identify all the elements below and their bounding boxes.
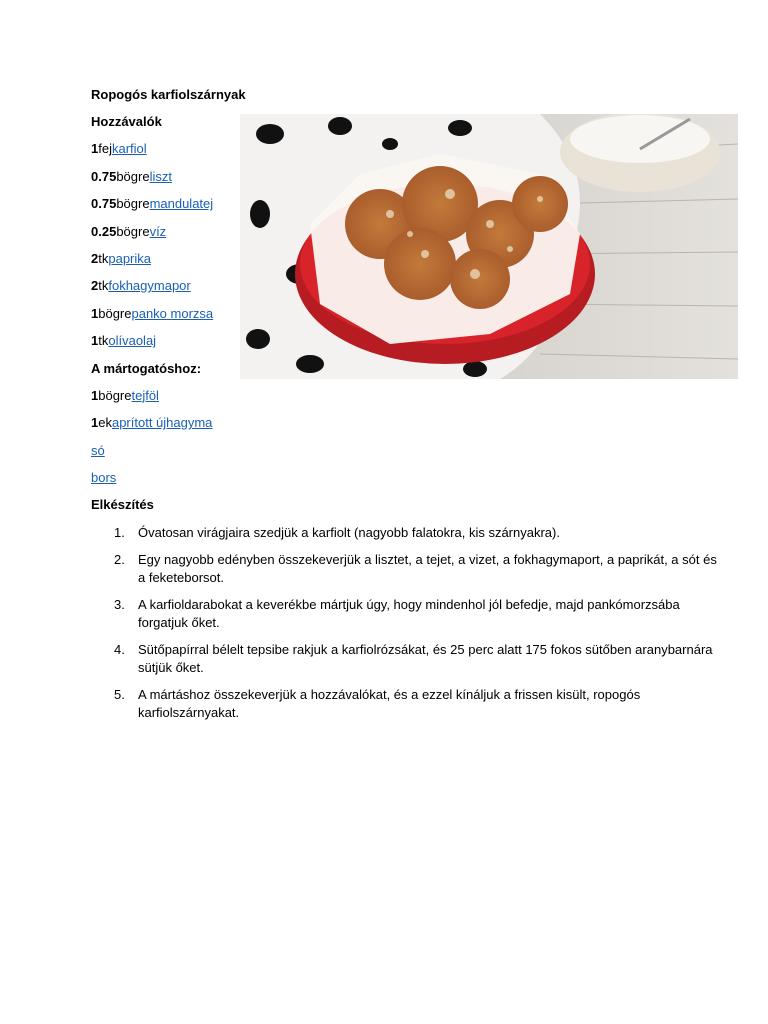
ingredient-item [91,306,237,333]
ingredient-item [91,196,237,223]
ingredient-unit: bögre [116,168,150,184]
step-number: 2. [114,552,125,567]
ingredients-heading: Hozzávalók [91,114,162,129]
sauce-heading: A mártogatóshoz: [91,360,202,376]
ingredient-link[interactable]: bors [91,470,117,486]
ingredient-link[interactable]: olívaolaj [108,333,157,349]
ingredient-link[interactable]: víz [149,223,167,239]
ingredient-link[interactable]: aprított újhagyma [111,415,213,431]
ingredient-unit: tk [98,250,109,266]
ingredient-quantity: 1 [91,305,99,321]
sauce-ingredient-item [91,415,237,442]
ingredient-link[interactable]: panko morzsa [131,305,214,321]
step-text: Óvatosan virágjaira szedjük a karfiolt (nagyobb falatokra, kis szárnyakra). [138,525,560,540]
ingredient-item [91,333,237,360]
step-number: 3. [114,597,125,612]
ingredient-item [91,169,237,196]
steps-heading: Elkészítés [91,497,154,512]
step-item [114,551,720,587]
ingredient-unit: bögre [116,223,150,239]
ingredient-unit: bögre [98,387,132,403]
ingredient-quantity: 0.25 [91,223,117,239]
step-text: A mártáshoz összekeverjük a hozzávalókat, és a ezzel kínáljuk a frissen kisült, ropogós karfiolszárnyakat. [138,687,641,720]
ingredient-unit: bögre [116,196,150,212]
recipe-title: Ropogós karfiolszárnyak [91,87,246,102]
ingredients-list [91,114,237,497]
ingredient-quantity: 1 [91,387,99,403]
sauce-ingredient-item [91,443,237,470]
crispy-cauliflower-photo [240,114,738,379]
ingredient-link[interactable]: karfiol [111,141,147,157]
ingredient-quantity: 0.75 [91,196,117,212]
ingredient-quantity: 2 [91,250,99,266]
ingredient-unit: fej [98,141,112,157]
sauce-ingredient-item [91,470,237,497]
ingredient-link[interactable]: só [91,442,105,458]
step-number: 5. [114,687,125,702]
step-number: 4. [114,642,125,657]
sauce-ingredient-item [91,388,237,415]
ingredient-quantity: 0.75 [91,168,117,184]
step-number: 1. [114,525,125,540]
step-item [114,686,720,722]
step-text: Sütőpapírral bélelt tepsibe rakjuk a karfiolrózsákat, és 25 perc alatt 175 fokos sütőben aranybarnára sütjük őket. [138,642,713,675]
step-text: A karfioldarabokat a keverékbe mártjuk úgy, hogy mindenhol jól befedje, majd pankómorzsába forgatjuk őket. [138,597,680,630]
recipe-photo [240,114,738,379]
ingredient-item [91,278,237,305]
step-item [114,641,720,677]
ingredient-link[interactable]: tejföl [131,387,159,403]
ingredient-item [91,251,237,278]
ingredient-link[interactable]: mandulatej [149,196,214,212]
ingredient-unit: ek [98,415,112,431]
ingredient-link[interactable]: paprika [108,250,151,266]
step-text: Egy nagyobb edényben összekeverjük a lisztet, a tejet, a vizet, a fokhagymaport, a paprikát, a sót és a feketeborsot. [138,552,717,585]
ingredient-item [91,141,237,168]
ingredient-quantity: 2 [91,278,99,294]
ingredient-unit: tk [98,278,109,294]
ingredient-quantity: 1 [91,415,99,431]
ingredient-item [91,224,237,251]
ingredient-unit: tk [98,333,109,349]
step-item [114,596,720,632]
ingredient-link[interactable]: liszt [149,168,172,184]
step-item [114,524,720,542]
sauce-items [91,388,237,498]
ingredient-unit: bögre [98,305,132,321]
ingredient-quantity: 1 [91,141,99,157]
ingredient-link[interactable]: fokhagymapor [108,278,191,294]
ingredient-quantity: 1 [91,333,99,349]
steps-list [91,524,720,731]
ingredient-items [91,141,237,360]
